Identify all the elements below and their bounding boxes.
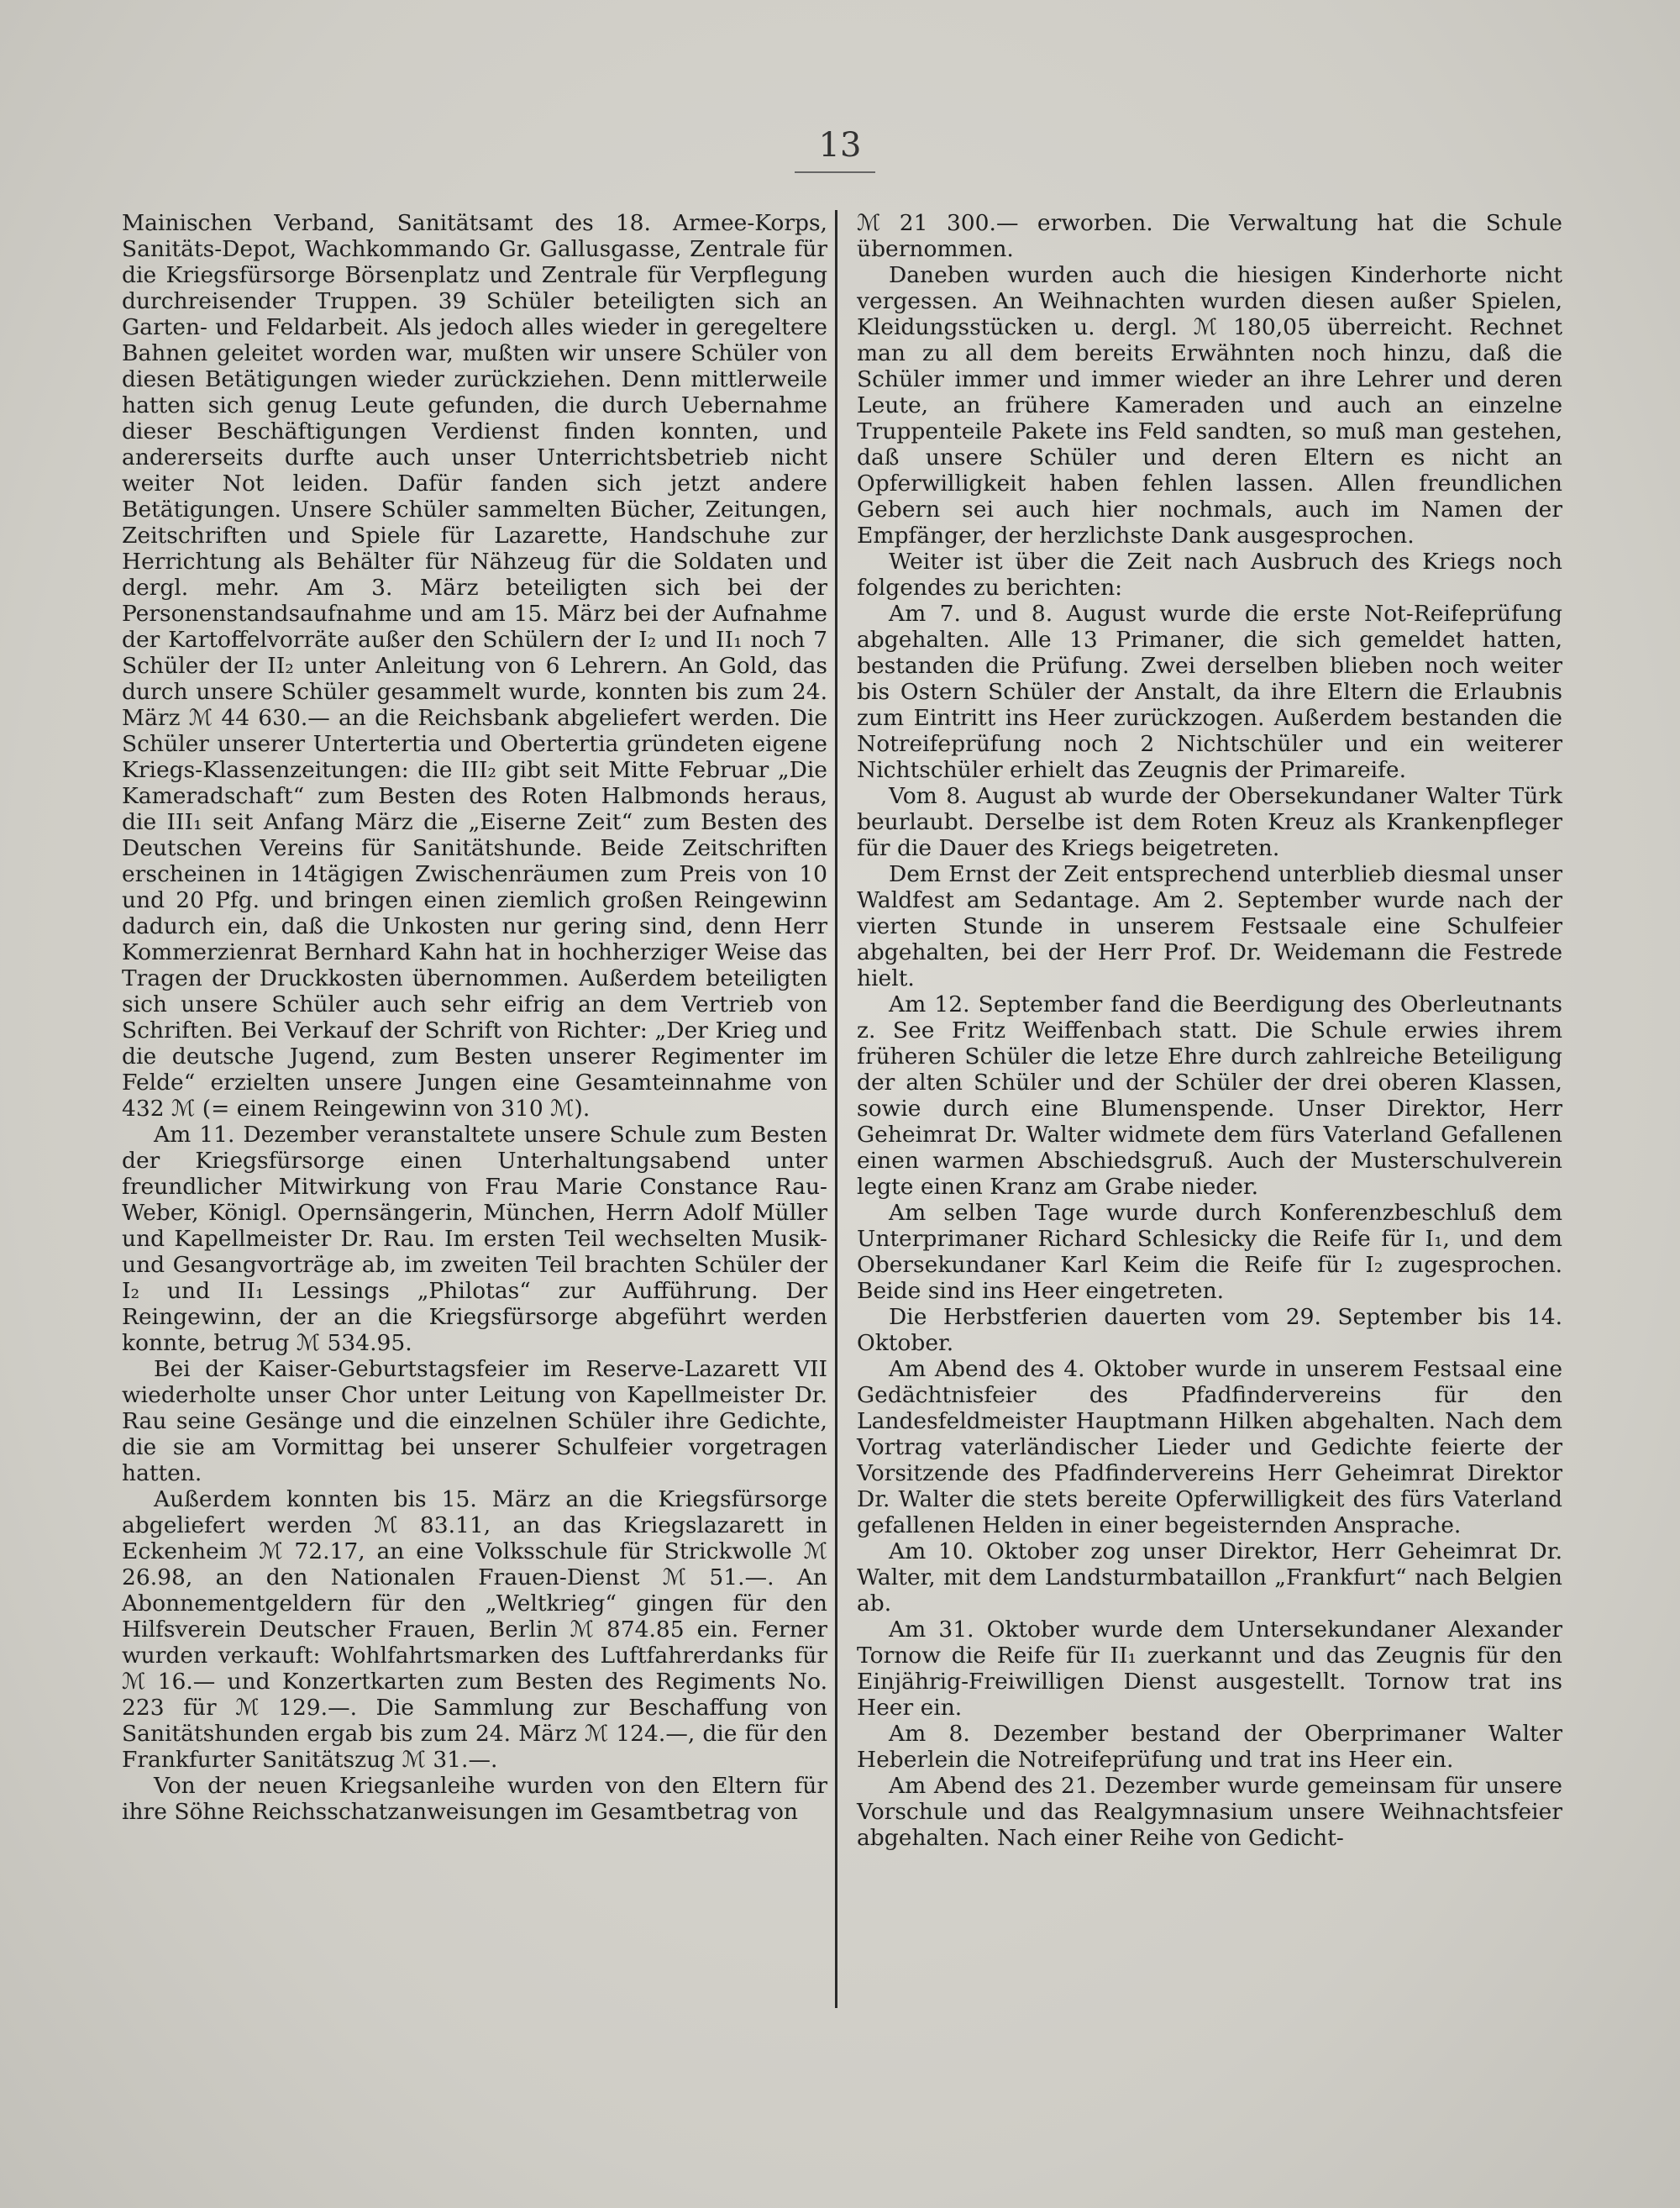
paragraph: Am 8. Dezember bestand der Oberprimaner Walter Heberlein die Notreifeprüfung und trat ins Heer ein. bbox=[857, 1721, 1562, 1773]
column-divider bbox=[835, 210, 837, 2008]
paragraph: Am 7. und 8. August wurde die erste Not-Reifeprüfung abgehalten. Alle 13 Primaner, die sich gemeldet hatten, bestanden die Prüfung. Zwei derselben blieben noch weiter bis Ostern Schüler der Anstalt, da ihre Eltern die Erlaubnis zum Eintritt ins Heer zurückzogen. Außerdem bestanden die Notreifeprüfung noch 2 Nichtschüler und ein weiterer Nichtschüler erhielt das Zeugnis der Primareife. bbox=[857, 601, 1562, 783]
paragraph: Die Herbstferien dauerten vom 29. September bis 14. Oktober. bbox=[857, 1304, 1562, 1356]
paragraph: Am 10. Oktober zog unser Direktor, Herr Geheimrat Dr. Walter, mit dem Landsturmbataillon „Frankfurt“ nach Belgien ab. bbox=[857, 1538, 1562, 1617]
paragraph: Am 11. Dezember veranstaltete unsere Schule zum Besten der Kriegsfürsorge einen Unterhaltungsabend unter freundlicher Mitwirkung von Frau Marie Constance Rau-Weber, Königl. Opernsängerin, München, Herrn Adolf Müller und Kapellmeister Dr. Rau. Im ersten Teil wechselten Musik- und Gesangvorträge ab, im zweiten Teil brachten Schüler der I₂ und II₁ Lessings „Philotas“ zur Aufführung. Der Reingewinn, der an die Kriegsfürsorge abgeführt werden konnte, betrug ℳ 534.95. bbox=[122, 1122, 827, 1356]
paragraph: Bei der Kaiser-Geburtstagsfeier im Reserve-Lazarett VII wiederholte unser Chor unter Leitung von Kapellmeister Dr. Rau seine Gesänge und die einzelnen Schüler ihre Gedichte, die sie am Vormittag bei unserer Schulfeier vorgetragen hatten. bbox=[122, 1356, 827, 1486]
paragraph: Daneben wurden auch die hiesigen Kinderhorte nicht vergessen. An Weihnachten wurden diesen außer Spielen, Kleidungsstücken u. dergl. ℳ 180,05 überreicht. Rechnet man zu all dem bereits Erwähnten noch hinzu, daß die Schüler immer und immer wieder an ihre Lehrer und deren Leute, an frühere Kameraden und auch an einzelne Truppenteile Pakete ins Feld sandten, so muß man gestehen, daß unsere Schüler und deren Eltern es nicht an Opferwilligkeit haben fehlen lassen. Allen freundlichen Gebern sei auch hier nochmals, auch im Namen der Empfänger, der herzlichste Dank ausgesprochen. bbox=[857, 262, 1562, 549]
paragraph: Außerdem konnten bis 15. März an die Kriegsfürsorge abgeliefert werden ℳ 83.11, an das Kriegslazarett in Eckenheim ℳ 72.17, an eine Volksschule für Strickwolle ℳ 26.98, an den Nationalen Frauen-Dienst ℳ 51.—. An Abonnementgeldern für den „Weltkrieg“ gingen für den Hilfsverein Deutscher Frauen, Berlin ℳ 874.85 ein. Ferner wurden verkauft: Wohlfahrtsmarken des Luftfahrerdanks für ℳ 16.— und Konzertkarten zum Besten des Regiments No. 223 für ℳ 129.—. Die Sammlung zur Beschaffung von Sanitätshunden ergab bis zum 24. März ℳ 124.—, die für den Frankfurter Sanitätszug ℳ 31.—. bbox=[122, 1486, 827, 1773]
page-number: 13 bbox=[818, 126, 862, 165]
paragraph: Dem Ernst der Zeit entsprechend unterblieb diesmal unser Waldfest am Sedantage. Am 2. September wurde nach der vierten Stunde in unserem Festsaale eine Schulfeier abgehalten, bei der Herr Prof. Dr. Weidemann die Festrede hielt. bbox=[857, 861, 1562, 991]
paragraph: Mainischen Verband, Sanitätsamt des 18. Armee-Korps, Sanitäts-Depot, Wachkommando Gr. Gallusgasse, Zentrale für die Kriegsfürsorge Börsenplatz und Zentrale für Verpflegung durchreisender Truppen. 39 Schüler beteiligten sich an Garten- und Feldarbeit. Als jedoch alles wieder in geregeltere Bahnen geleitet worden war, mußten wir unsere Schüler von diesen Betätigungen wieder zurückziehen. Denn mittlerweile hatten sich genug Leute gefunden, die durch Uebernahme dieser Beschäftigungen Verdienst finden konnten, und andererseits durfte auch unser Unterrichtsbetrieb nicht weiter Not leiden. Dafür fanden sich jetzt andere Betätigungen. Unsere Schüler sammelten Bücher, Zeitungen, Zeitschriften und Spiele für Lazarette, Handschuhe zur Herrichtung als Behälter für Nähzeug für die Soldaten und dergl. mehr. Am 3. März beteiligten sich bei der Personenstandsaufnahme und am 15. März bei der Aufnahme der Kartoffelvorräte außer den Schülern der I₂ und II₁ noch 7 Schüler der II₂ unter Anleitung von 6 Lehrern. An Gold, das durch unsere Schüler gesammelt wurde, konnten bis zum 24. März ℳ 44 630.— an die Reichsbank abgeliefert werden. Die Schüler unserer Untertertia und Obertertia gründeten eigene Kriegs-Klassenzeitungen: die III₂ gibt seit Mitte Februar „Die Kameradschaft“ zum Besten des Roten Halbmonds heraus, die III₁ seit Anfang März die „Eiserne Zeit“ zum Besten des Deutschen Vereins für Sanitätshunde. Beide Zeitschriften erscheinen in 14tägigen Zwischenräumen zum Preis von 10 und 20 Pfg. und bringen einen ziemlich großen Reingewinn dadurch ein, daß die Unkosten nur gering sind, denn Herr Kommerzienrat Bernhard Kahn hat in hochherziger Weise das Tragen der Druckkosten übernommen. Außerdem beteiligten sich unsere Schüler auch sehr eifrig an dem Vertrieb von Schriften. Bei Verkauf der Schrift von Richter: „Der Krieg und die deutsche Jugend, zum Besten unserer Regimenter im Felde“ erzielten unsere Jungen eine Gesamteinnahme von 432 ℳ (= einem Reingewinn von 310 ℳ). bbox=[122, 210, 827, 1122]
paragraph: Am 31. Oktober wurde dem Untersekundaner Alexander Tornow die Reife für II₁ zuerkannt und das Zeugnis für den Einjährig-Freiwilligen Dienst ausgestellt. Tornow trat ins Heer ein. bbox=[857, 1617, 1562, 1721]
right-column bbox=[857, 210, 1562, 1851]
paragraph: Am selben Tage wurde durch Konferenzbeschluß dem Unterprimaner Richard Schlesicky die Reife für I₁, und dem Obersekundaner Karl Keim die Reife für I₂ zugesprochen. Beide sind ins Heer eingetreten. bbox=[857, 1200, 1562, 1304]
paragraph: Am Abend des 4. Oktober wurde in unserem Festsaal eine Gedächtnisfeier des Pfadfindervereins für den Landesfeldmeister Hauptmann Hilken abgehalten. Nach dem Vortrag vaterländischer Lieder und Gedichte feierte der Vorsitzende des Pfadfindervereins Herr Geheimrat Direktor Dr. Walter die stets bereite Opferwilligkeit des fürs Vaterland gefallenen Helden in einer begeisternden Ansprache. bbox=[857, 1356, 1562, 1538]
page-number-rule bbox=[795, 171, 875, 173]
paragraph: Am Abend des 21. Dezember wurde gemeinsam für unsere Vorschule und das Realgymnasium unsere Weihnachtsfeier abgehalten. Nach einer Reihe von Gedicht- bbox=[857, 1773, 1562, 1851]
paragraph: Vom 8. August ab wurde der Obersekundaner Walter Türk beurlaubt. Derselbe ist dem Roten Kreuz als Krankenpfleger für die Dauer des Kriegs beigetreten. bbox=[857, 783, 1562, 861]
paragraph: Von der neuen Kriegsanleihe wurden von den Eltern für ihre Söhne Reichsschatzanweisungen im Gesamtbetrag von bbox=[122, 1773, 827, 1825]
paragraph: Am 12. September fand die Beerdigung des Oberleutnants z. See Fritz Weiffenbach statt. Die Schule erwies ihrem früheren Schüler die letze Ehre durch zahlreiche Beteiligung der alten Schüler und der Schüler der drei oberen Klassen, sowie durch eine Blumenspende. Unser Direktor, Herr Geheimrat Dr. Walter widmete dem fürs Vaterland Gefallenen einen warmen Abschiedsgruß. Auch der Musterschulverein legte einen Kranz am Grabe nieder. bbox=[857, 991, 1562, 1200]
left-column bbox=[122, 210, 827, 1825]
paragraph: ℳ 21 300.— erworben. Die Verwaltung hat die Schule übernommen. bbox=[857, 210, 1562, 262]
paragraph: Weiter ist über die Zeit nach Ausbruch des Kriegs noch folgendes zu berichten: bbox=[857, 549, 1562, 601]
